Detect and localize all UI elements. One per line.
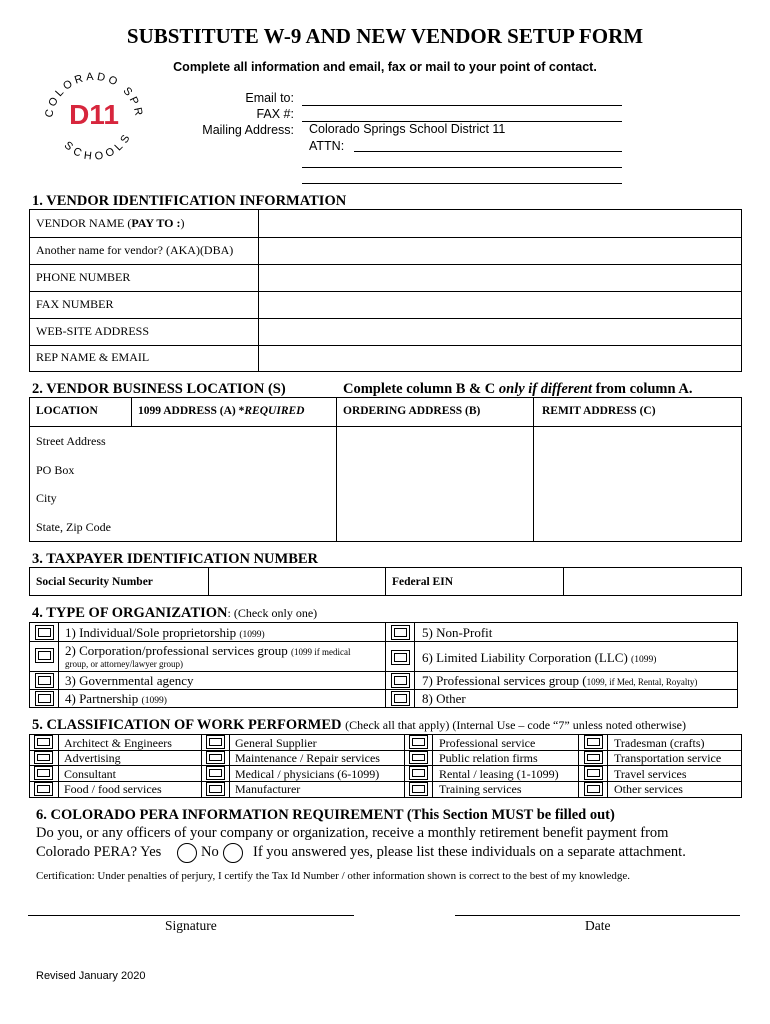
svg-text:SCHOOLS xyxy=(62,130,135,163)
work-label-2-2: Rental / leasing (1-1099) xyxy=(439,767,559,781)
col-remit: REMIT ADDRESS (C) xyxy=(542,405,656,417)
work-label-3-3: Other services xyxy=(614,782,683,796)
pera-instruction: If you answered yes, please list these individuals on a separate attachment. xyxy=(253,844,686,860)
rep-field[interactable] xyxy=(260,346,740,371)
org-checkbox-8[interactable] xyxy=(391,691,410,706)
work-cb-2-1[interactable] xyxy=(409,751,428,764)
ein-field[interactable] xyxy=(564,568,741,595)
work-cb-0-2[interactable] xyxy=(34,766,53,780)
street-label: Street Address xyxy=(36,434,106,448)
work-label-2-1: Public relation firms xyxy=(439,751,538,765)
work-label-1-1: Maintenance / Repair services xyxy=(235,751,380,765)
address-line-1[interactable] xyxy=(302,167,622,168)
work-label-0-1: Advertising xyxy=(64,751,121,765)
certification-text: Certification: Under penalties of perjury, I certify the Tax Id Number / other information shown is correct to the best of my knowledge. xyxy=(36,870,630,882)
fax-label: FAX #: xyxy=(256,107,294,121)
col-ordering: ORDERING ADDRESS (B) xyxy=(343,405,481,417)
work-label-3-1: Transportation service xyxy=(614,751,722,765)
org-checkbox-6[interactable] xyxy=(391,650,410,665)
email-label: Email to: xyxy=(245,91,294,105)
section4-title: 4. TYPE OF ORGANIZATION: (Check only one) xyxy=(32,605,318,621)
org-checkbox-2[interactable] xyxy=(35,648,54,663)
aka-label: Another name for vendor? (AKA)(DBA) xyxy=(36,243,234,257)
work-label-0-3: Food / food services xyxy=(64,782,162,796)
pobox-label: PO Box xyxy=(36,463,75,477)
work-cb-3-3[interactable] xyxy=(584,782,603,796)
section5-title: 5. CLASSIFICATION OF WORK PERFORMED (Check all that apply) (Internal Use – code “7” unless noted otherwise) xyxy=(32,717,687,733)
ssn-label: Social Security Number xyxy=(36,576,153,588)
work-cb-0-3[interactable] xyxy=(34,782,53,796)
pera-no-radio[interactable] xyxy=(223,843,243,863)
fax-number-field[interactable] xyxy=(260,292,740,317)
district-logo xyxy=(38,62,150,174)
org-checkbox-5[interactable] xyxy=(391,625,410,640)
col-location: LOCATION xyxy=(36,405,98,417)
org-option-8: 8) Other xyxy=(422,691,466,706)
section1-title: 1. VENDOR IDENTIFICATION INFORMATION xyxy=(32,193,347,209)
aka-field[interactable] xyxy=(260,238,740,263)
work-cb-3-0[interactable] xyxy=(584,735,603,749)
work-cb-3-1[interactable] xyxy=(584,751,603,764)
org-option-3: 3) Governmental agency xyxy=(65,673,194,688)
mailing-label: Mailing Address: xyxy=(202,123,294,137)
address-b-field[interactable] xyxy=(337,428,532,541)
org-checkbox-7[interactable] xyxy=(391,673,410,688)
signature-label: Signature xyxy=(165,918,217,933)
pera-question-line1: Do you, or any officers of your company or organization, receive a monthly retirement benefit payment from xyxy=(36,825,669,841)
attn-label: ATTN: xyxy=(309,139,345,153)
pera-question-no: No xyxy=(201,844,219,860)
col-1099: 1099 ADDRESS (A) *REQUIRED xyxy=(138,405,305,417)
address-line-2[interactable] xyxy=(302,183,622,184)
city-label: City xyxy=(36,491,57,505)
website-field[interactable] xyxy=(260,319,740,344)
org-option-1: 1) Individual/Sole proprietorship (1099) xyxy=(65,625,265,640)
logo-bottom-text: SCHOOLS xyxy=(61,129,135,163)
work-cb-2-3[interactable] xyxy=(409,782,428,796)
work-cb-3-2[interactable] xyxy=(584,766,603,780)
logo-top-text: COLORADO SPR xyxy=(43,70,146,120)
section6-title: 6. COLORADO PERA INFORMATION REQUIREMENT (This Section MUST be filled out) xyxy=(36,807,615,823)
signature-line[interactable] xyxy=(28,915,354,916)
address-a-field[interactable] xyxy=(132,428,335,541)
address-c-field[interactable] xyxy=(534,428,741,541)
website-label: WEB-SITE ADDRESS xyxy=(36,324,150,338)
section3-title: 3. TAXPAYER IDENTIFICATION NUMBER xyxy=(32,551,319,567)
org-option-7: 7) Professional services group (1099, if Med, Rental, Royalty) xyxy=(422,673,698,688)
ssn-field[interactable] xyxy=(209,568,384,595)
work-cb-1-3[interactable] xyxy=(206,782,225,796)
work-cb-2-2[interactable] xyxy=(409,766,428,780)
logo-mark: D11 xyxy=(69,99,119,130)
org-option-5: 5) Non-Profit xyxy=(422,625,493,640)
work-cb-0-0[interactable] xyxy=(34,735,53,749)
org-checkbox-1[interactable] xyxy=(35,625,54,640)
phone-label: PHONE NUMBER xyxy=(36,270,131,284)
vendor-name-label: VENDOR NAME (PAY TO :) xyxy=(36,216,185,230)
org-checkbox-4[interactable] xyxy=(35,691,54,706)
work-cb-2-0[interactable] xyxy=(409,735,428,749)
page-subtitle: Complete all information and email, fax or mail to your point of contact. xyxy=(173,60,597,74)
date-label: Date xyxy=(585,918,611,933)
attn-line[interactable] xyxy=(354,151,622,152)
mailing-value: Colorado Springs School District 11 xyxy=(309,122,506,136)
org-option-4: 4) Partnership (1099) xyxy=(65,691,167,706)
work-label-1-2: Medical / physicians (6-1099) xyxy=(235,767,380,781)
vendor-name-field[interactable] xyxy=(260,210,740,236)
email-line[interactable] xyxy=(302,105,622,106)
work-cb-1-0[interactable] xyxy=(206,735,225,749)
work-label-3-2: Travel services xyxy=(614,767,687,781)
page-title: SUBSTITUTE W-9 AND NEW VENDOR SETUP FORM xyxy=(126,24,644,48)
statezip-label: State, Zip Code xyxy=(36,520,111,534)
section2-note: Complete column B & C only if different from column A. xyxy=(343,381,693,397)
work-label-3-0: Tradesman (crafts) xyxy=(614,736,705,750)
work-cb-1-2[interactable] xyxy=(206,766,225,780)
ein-label: Federal EIN xyxy=(392,576,454,588)
work-label-1-3: Manufacturer xyxy=(235,782,301,796)
org-option-2: 2) Corporation/professional services group (1099 if medical xyxy=(65,643,351,658)
rep-label: REP NAME & EMAIL xyxy=(36,350,150,364)
work-label-0-2: Consultant xyxy=(64,767,117,781)
work-label-2-3: Training services xyxy=(439,782,522,796)
org-checkbox-3[interactable] xyxy=(35,673,54,688)
work-label-0-0: Architect & Engineers xyxy=(64,736,172,750)
phone-field[interactable] xyxy=(260,265,740,290)
work-cb-0-1[interactable] xyxy=(34,751,53,764)
fax-number-label: FAX NUMBER xyxy=(36,297,114,311)
work-label-1-0: General Supplier xyxy=(235,736,317,750)
section2-title: 2. VENDOR BUSINESS LOCATION (S) xyxy=(32,381,286,397)
revision-footer: Revised January 2020 xyxy=(36,970,146,982)
org-option-6: 6) Limited Liability Corporation (LLC) (1099) xyxy=(422,650,657,665)
work-label-2-0: Professional service xyxy=(439,736,536,750)
org-option-2-note: group, or attorney/lawyer group) xyxy=(65,659,183,669)
date-line[interactable] xyxy=(455,915,740,916)
pera-yes-radio[interactable] xyxy=(177,843,197,863)
pera-question-yes: Colorado PERA? Yes xyxy=(36,844,162,860)
work-cb-1-1[interactable] xyxy=(206,751,225,764)
